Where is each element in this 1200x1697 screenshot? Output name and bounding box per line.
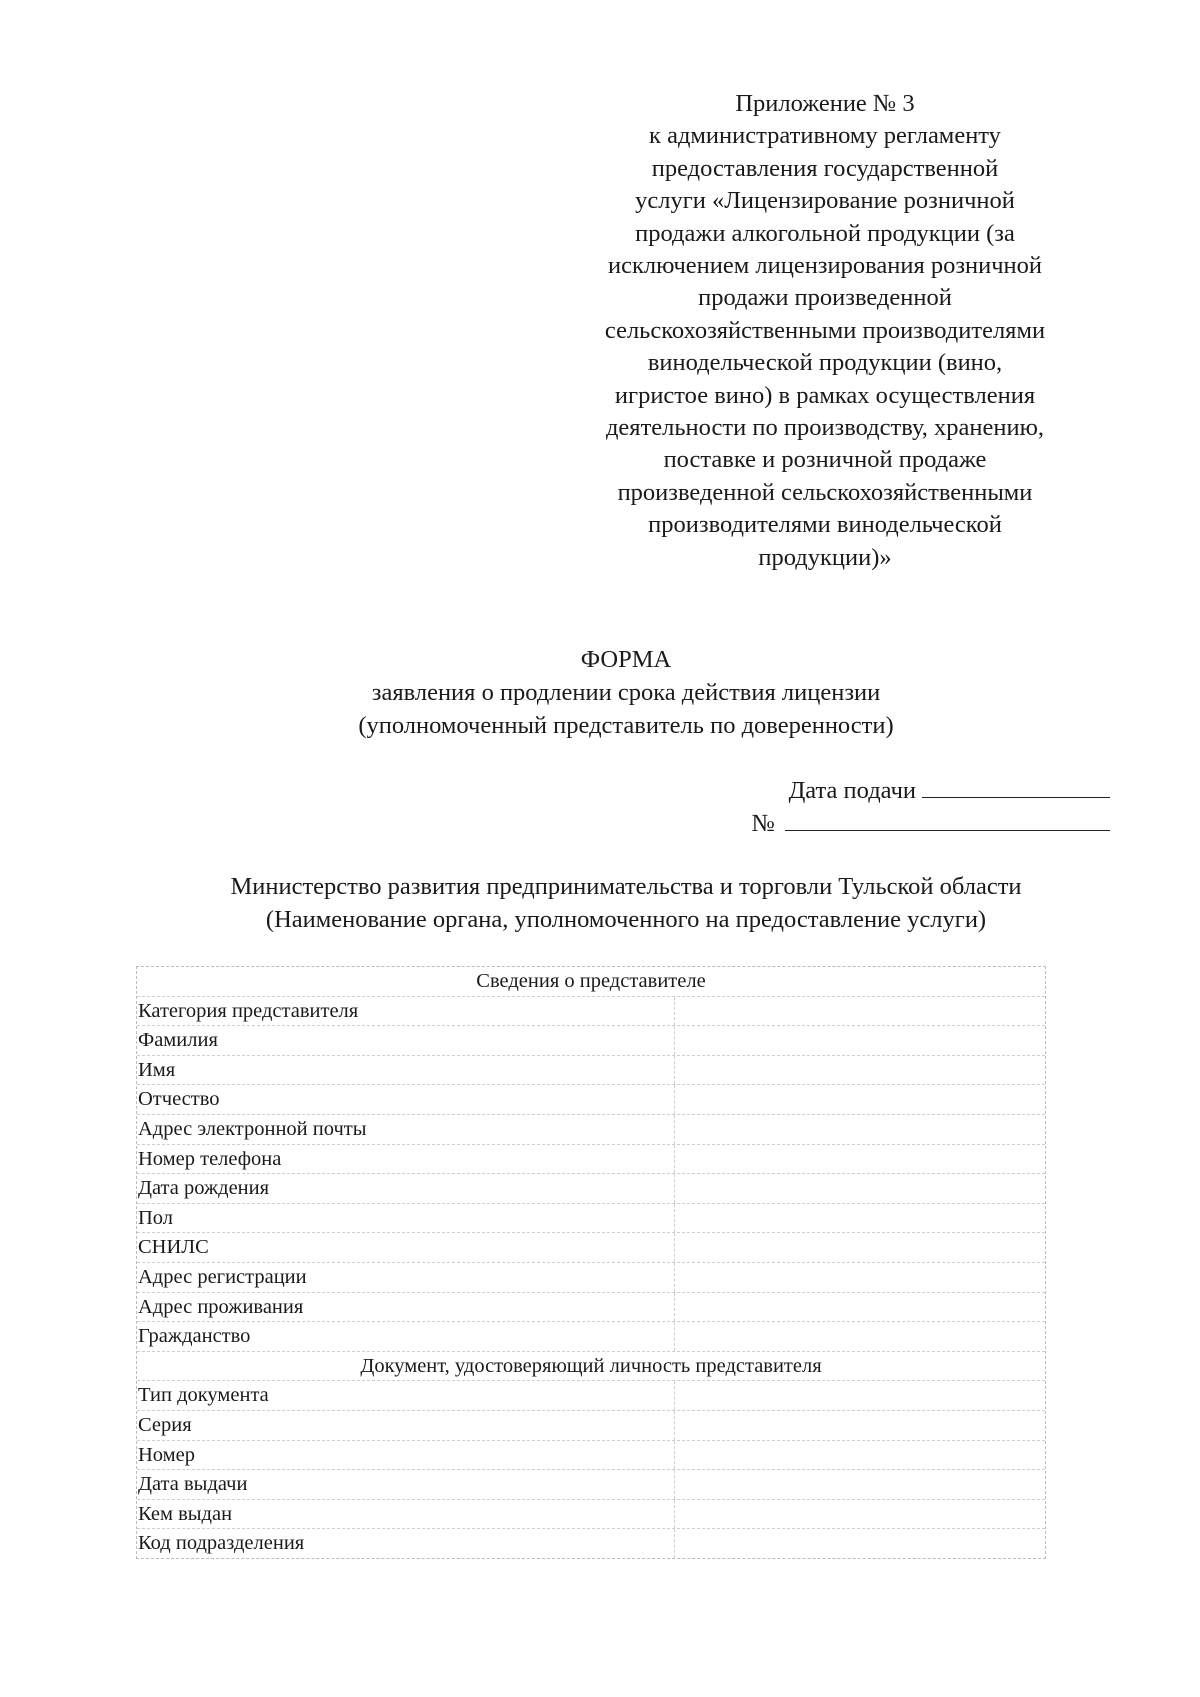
table-row (137, 1174, 1045, 1204)
row-label: Код подразделения (137, 1529, 675, 1558)
row-value[interactable] (675, 1381, 1045, 1410)
appendix-line: к административному регламенту (649, 122, 1001, 150)
submission-date-label: Дата подачи (788, 777, 916, 804)
appendix-line: услуги «Лицензирование розничной (635, 187, 1015, 215)
row-value[interactable] (675, 1500, 1045, 1529)
row-label: Фамилия (137, 1026, 675, 1055)
form-title-block (0, 643, 1200, 742)
row-label: Дата выдачи (137, 1470, 675, 1499)
appendix-line: Приложение № 3 (735, 90, 915, 117)
row-label: Дата рождения (137, 1174, 675, 1203)
row-label: Адрес регистрации (137, 1263, 675, 1292)
row-value[interactable] (675, 1322, 1045, 1351)
table-row (137, 1204, 1045, 1234)
appendix-line: предоставления государственной (651, 154, 999, 182)
row-value[interactable] (675, 1411, 1045, 1440)
row-label: Гражданство (137, 1322, 675, 1351)
appendix-line: винодельческой продукции (вино, (647, 349, 1003, 377)
submission-number-label: № (751, 810, 775, 837)
form-title: ФОРМА (580, 646, 672, 673)
table-row (137, 1411, 1045, 1441)
row-value[interactable] (675, 1204, 1045, 1233)
appendix-line: исключением лицензирования розничной (607, 252, 1043, 280)
row-label: Номер (137, 1441, 675, 1470)
row-label: Тип документа (137, 1381, 675, 1410)
row-value[interactable] (675, 1441, 1045, 1470)
row-label: Категория представителя (137, 997, 675, 1026)
row-value[interactable] (675, 1233, 1045, 1262)
appendix-header (560, 88, 1090, 574)
table-row (137, 1026, 1045, 1056)
authority-caption: (Наименование органа, уполномоченного на предоставление услуги) (265, 906, 987, 933)
row-label: Адрес проживания (137, 1293, 675, 1322)
appendix-line: деятельности по производству, хранению, (605, 414, 1045, 442)
row-value[interactable] (675, 1174, 1045, 1203)
row-label: Номер телефона (137, 1145, 675, 1174)
appendix-line: игристое вино) в рамках осуществления (614, 381, 1036, 409)
appendix-line: сельскохозяйственными производителями (604, 316, 1046, 344)
appendix-line: произведенной сельскохозяйственными (617, 478, 1033, 506)
row-label: Отчество (137, 1085, 675, 1114)
form-subtitle-note: (уполномоченный представитель по доверенности) (358, 712, 894, 739)
row-value[interactable] (675, 997, 1045, 1026)
section-header-identity-document: Документ, удостоверяющий личность представителя (137, 1352, 1045, 1382)
table-row (137, 1529, 1045, 1558)
row-value[interactable] (675, 1529, 1045, 1558)
table-row (137, 1145, 1045, 1175)
representative-table (136, 966, 1046, 1559)
appendix-line: продажи произведенной (698, 284, 952, 312)
authority-block (0, 870, 1200, 936)
row-label: Имя (137, 1056, 675, 1085)
table-row (137, 1500, 1045, 1530)
row-label: СНИЛС (137, 1233, 675, 1262)
row-value[interactable] (675, 1145, 1045, 1174)
appendix-line: продажи алкогольной продукции (за (635, 219, 1015, 247)
row-value[interactable] (675, 1115, 1045, 1144)
table-row (137, 1441, 1045, 1471)
table-row (137, 1293, 1045, 1323)
row-value[interactable] (675, 1085, 1045, 1114)
section-header-representative: Сведения о представителе (137, 967, 1045, 997)
appendix-line: поставке и розничной продаже (663, 446, 987, 474)
table-row (137, 1115, 1045, 1145)
table-row (137, 1470, 1045, 1500)
appendix-line: продукции)» (758, 543, 892, 571)
row-label: Серия (137, 1411, 675, 1440)
table-row (137, 997, 1045, 1027)
row-value[interactable] (675, 1056, 1045, 1085)
row-label: Пол (137, 1204, 675, 1233)
submission-block (752, 774, 1110, 840)
table-row (137, 1322, 1045, 1352)
row-value[interactable] (675, 1263, 1045, 1292)
submission-number-field[interactable] (785, 808, 1110, 831)
row-value[interactable] (675, 1026, 1045, 1055)
form-subtitle: заявления о продлении срока действия лицензии (371, 679, 881, 706)
row-label: Кем выдан (137, 1500, 675, 1529)
row-value[interactable] (675, 1470, 1045, 1499)
table-row (137, 1233, 1045, 1263)
table-row (137, 1056, 1045, 1086)
authority-name: Министерство развития предпринимательства и торговли Тульской области (230, 873, 1022, 900)
table-row (137, 1381, 1045, 1411)
row-value[interactable] (675, 1293, 1045, 1322)
table-row (137, 1085, 1045, 1115)
appendix-line: производителями винодельческой (648, 511, 1002, 539)
table-row (137, 1263, 1045, 1293)
row-label: Адрес электронной почты (137, 1115, 675, 1144)
submission-date-field[interactable] (922, 775, 1110, 798)
